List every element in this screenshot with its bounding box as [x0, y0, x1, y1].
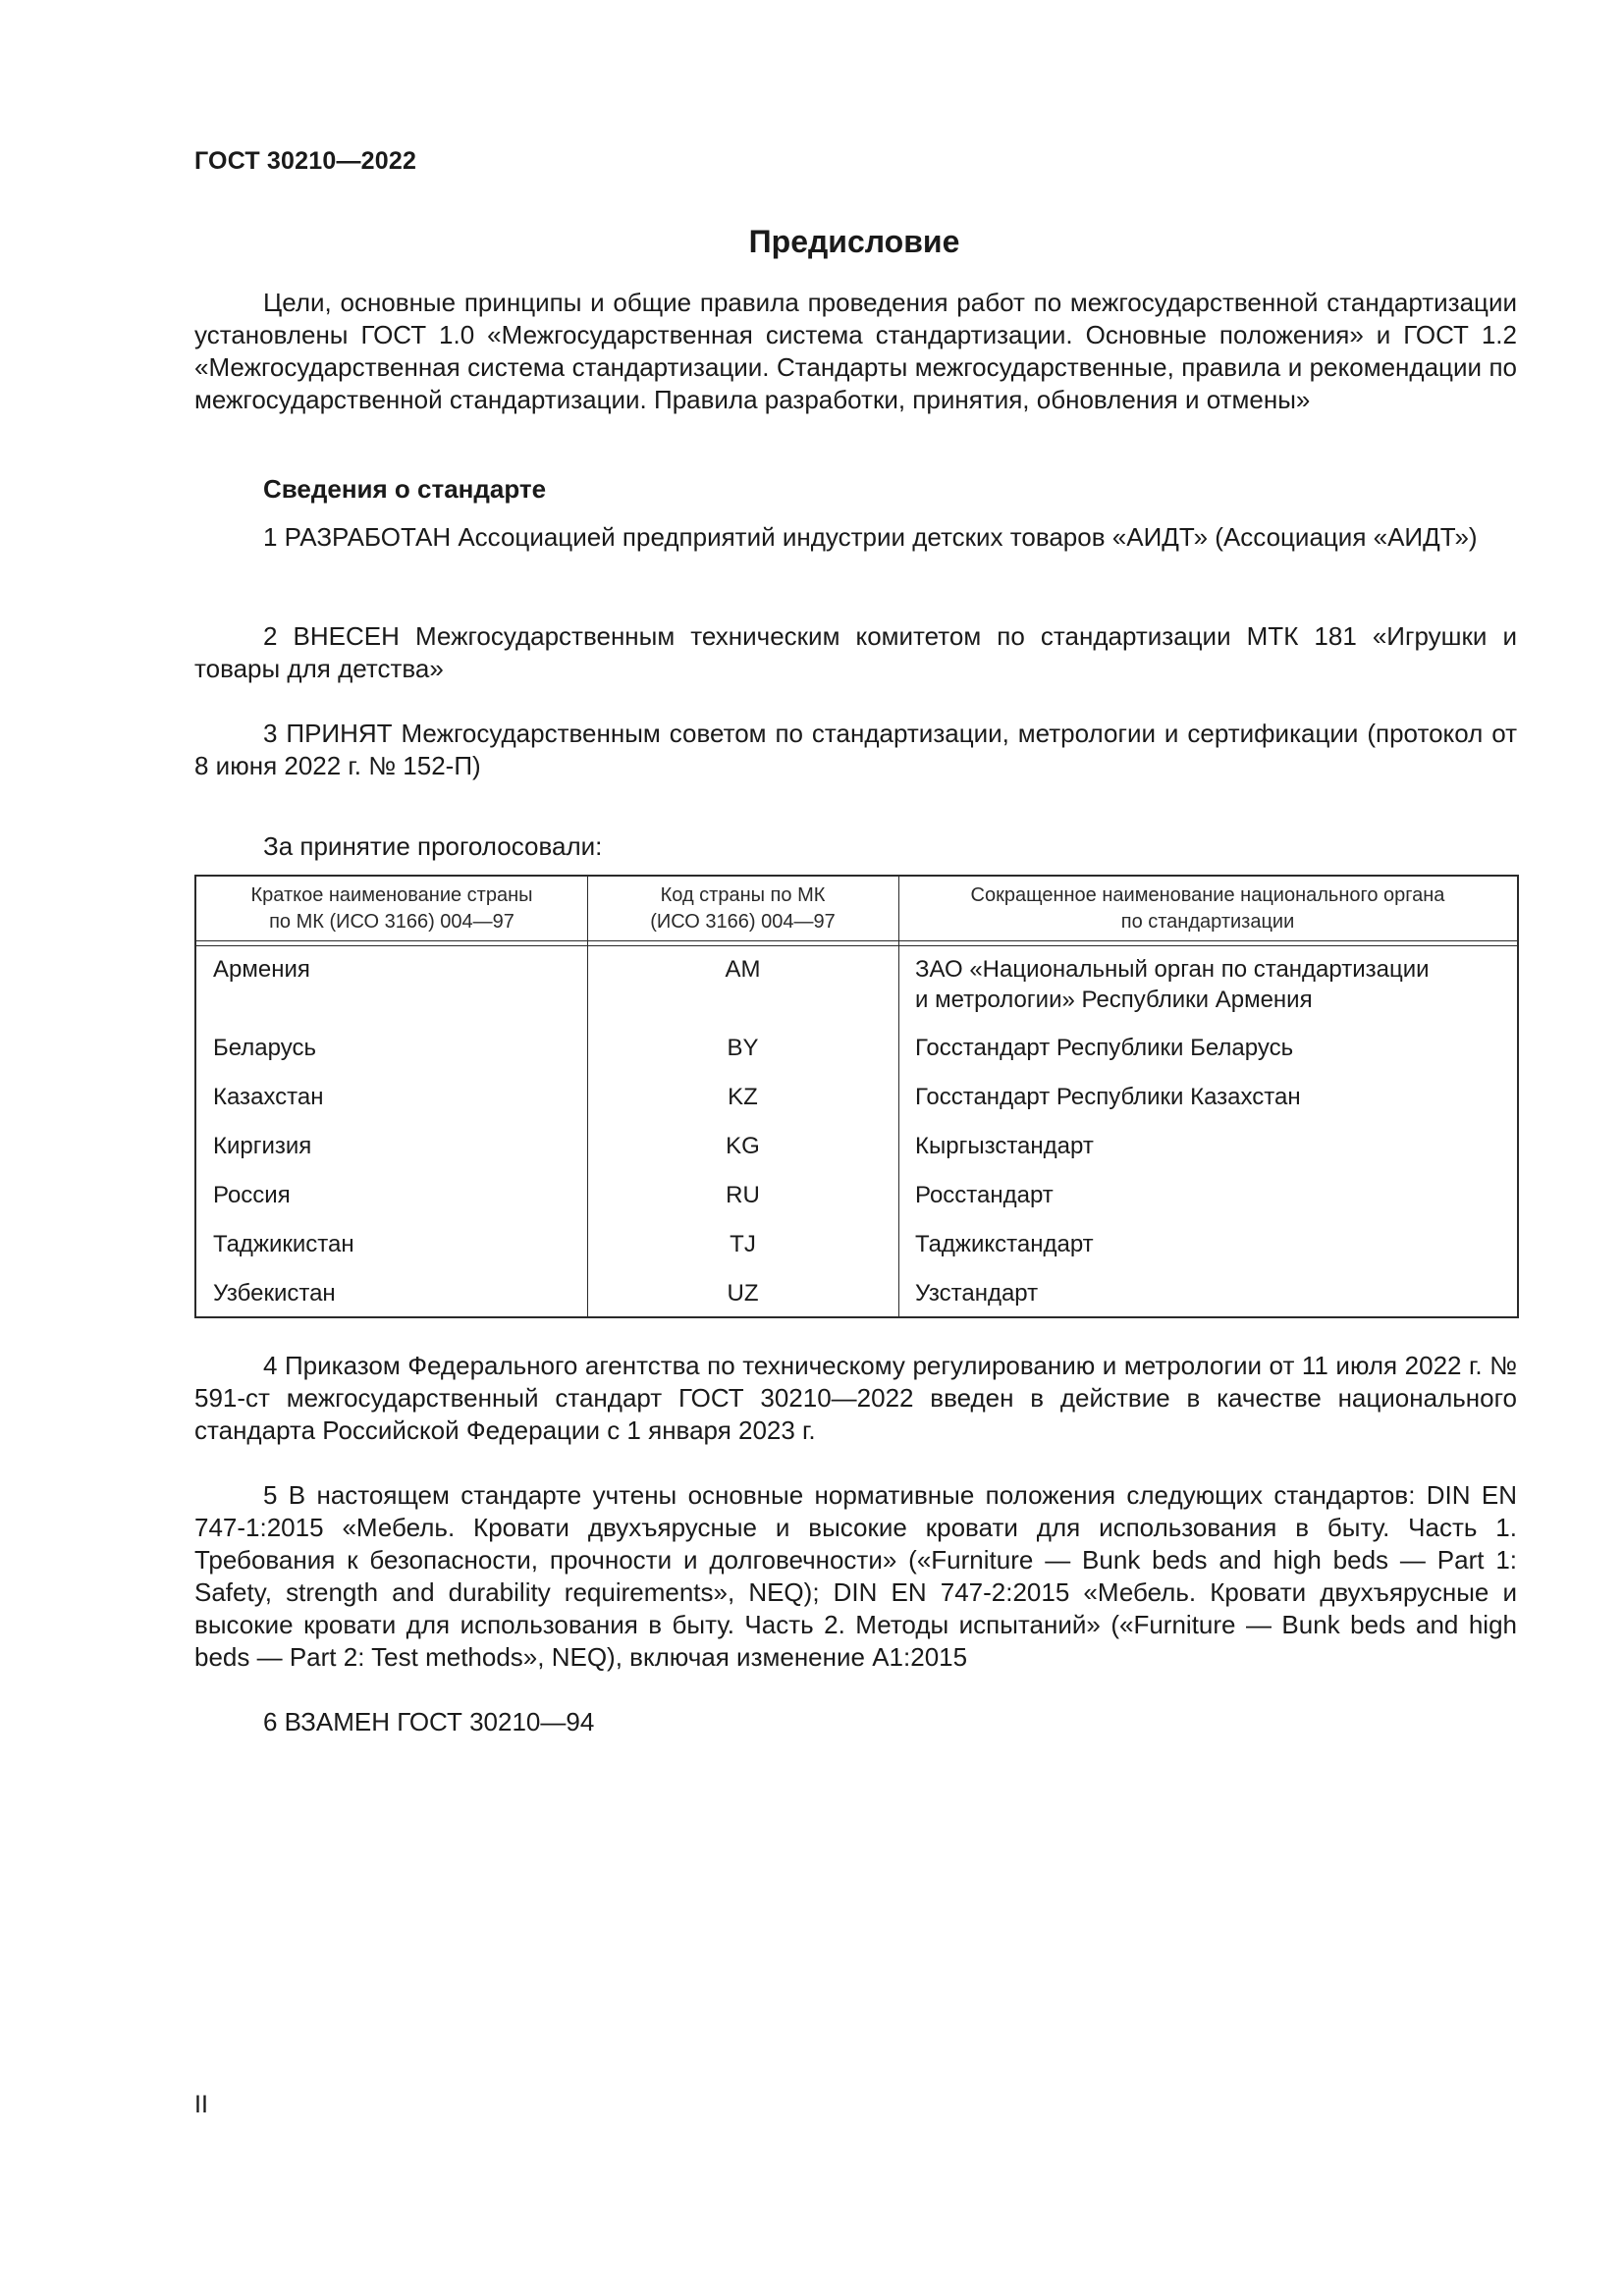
table-cell-body: Кыргызстандарт: [915, 1133, 1094, 1159]
item-replaces: [194, 1706, 1517, 1738]
table-header-line: Сокращенное наименование национального органа: [970, 884, 1445, 906]
table-cell-code: UZ: [727, 1280, 759, 1307]
table-cell-country: Киргизия: [213, 1133, 312, 1159]
table-header-line: по стандартизации: [1120, 911, 1295, 933]
table-cell-country: Армения: [213, 956, 310, 983]
item-developed: [194, 521, 1517, 554]
intro-paragraph: [194, 287, 1517, 416]
table-header-body: [898, 882, 1517, 937]
page-title: Предисловие: [748, 224, 960, 259]
item-submitted-text: 2 ВНЕСЕН Межгосударственным техническим комитетом по стандартизации МТК 181 «Игрушки и товары для детства»: [194, 621, 1517, 683]
table-header-country: [196, 882, 587, 937]
vote-label: За принятие проголосовали:: [263, 831, 603, 861]
table-header-rule: [196, 945, 1517, 946]
item-enacted-text: 4 Приказом Федерального агентства по техническому регулированию и метрологии от 11 июля 2022 г. № 591-ст межгосударственный стандарт ГОСТ 30210—2022 введен в действие в качестве национального стандарта Российской Федерации с 1 января 2023 г.: [194, 1351, 1517, 1445]
item-enacted: [194, 1350, 1517, 1447]
table-cell-line: ЗАО «Национальный орган по стандартизации: [915, 956, 1430, 983]
table-header-line: Краткое наименование страны: [250, 884, 533, 906]
page-number: II: [194, 2091, 208, 2118]
intro-text: Цели, основные принципы и общие правила проведения работ по межгосударственной стандартизации установлены ГОСТ 1.0 «Межгосударственная система стандартизации. Основные положения» и ГОСТ 1.2 «Межгосударственная система стандартизации. Стандарты межгосударственные, правила и рекомендации по межгосударственной стандартизации. Правила разработки, принятия, обновления и отмены»: [194, 288, 1517, 414]
item-replaces-text: 6 ВЗАМЕН ГОСТ 30210—94: [263, 1707, 595, 1736]
table-cell-code: BY: [727, 1035, 759, 1061]
table-header-rule: [196, 940, 1517, 941]
table-cell-body: [915, 954, 1504, 1015]
voting-table: [194, 875, 1519, 1318]
item-adopted-text: 3 ПРИНЯТ Межгосударственным советом по стандартизации, метрологии и сертификации (протокол от 8 июня 2022 г. № 152-П): [194, 719, 1517, 780]
table-header-code: [587, 882, 898, 937]
table-cell-code: KG: [726, 1133, 760, 1159]
table-cell-body: Госстандарт Республики Беларусь: [915, 1035, 1294, 1061]
table-column-divider: [898, 877, 899, 1316]
table-cell-line: и метрологии» Республики Армения: [915, 987, 1313, 1013]
table-header-line: по МК (ИСО 3166) 004—97: [269, 911, 514, 933]
table-cell-country: Казахстан: [213, 1084, 324, 1110]
table-cell-code: KZ: [728, 1084, 758, 1110]
item-adopted: [194, 718, 1517, 782]
table-header-line: Код страны по МК: [660, 884, 826, 906]
table-cell-code: RU: [726, 1182, 760, 1208]
table-cell-body: Таджикстандарт: [915, 1231, 1094, 1257]
item-reference-standards: [194, 1479, 1517, 1674]
table-cell-body: Узстандарт: [915, 1280, 1039, 1307]
item-reference-standards-text: 5 В настоящем стандарте учтены основные нормативные положения следующих стандартов: DIN EN 747-1:2015 «Мебель. Кровати двухъярусные и высокие кровати для использования в быту. Часть 1. Требования к безопасности, прочности и долговечности» («Furniture — Bunk beds and high beds — Part 1: Safety, strength and durability requirements», NEQ); DIN EN 747-2:2015 «Мебель. Кровати двухъярусные и высокие кровати для использования в быту. Часть 2. Методы испытаний» («Furniture — Bunk beds and high beds — Part 2: Test methods», NEQ), включая изменение A1:2015: [194, 1480, 1517, 1672]
table-header-line: (ИСО 3166) 004—97: [650, 911, 836, 933]
table-cell-body: Росстандарт: [915, 1182, 1054, 1208]
item-submitted: [194, 620, 1517, 685]
table-cell-code: TJ: [730, 1231, 756, 1257]
section-subheading: Сведения о стандарте: [263, 474, 547, 504]
document-code: ГОСТ 30210—2022: [194, 147, 417, 175]
table-cell-body: Госстандарт Республики Казахстан: [915, 1084, 1301, 1110]
table-cell-country: Таджикистан: [213, 1231, 354, 1257]
table-cell-country: Узбекистан: [213, 1280, 336, 1307]
table-cell-country: Беларусь: [213, 1035, 316, 1061]
table-cell-code: AM: [725, 956, 761, 983]
item-developed-text: 1 РАЗРАБОТАН Ассоциацией предприятий индустрии детских товаров «АИДТ» (Ассоциация «АИДТ»): [263, 522, 1478, 552]
table-cell-country: Россия: [213, 1182, 291, 1208]
